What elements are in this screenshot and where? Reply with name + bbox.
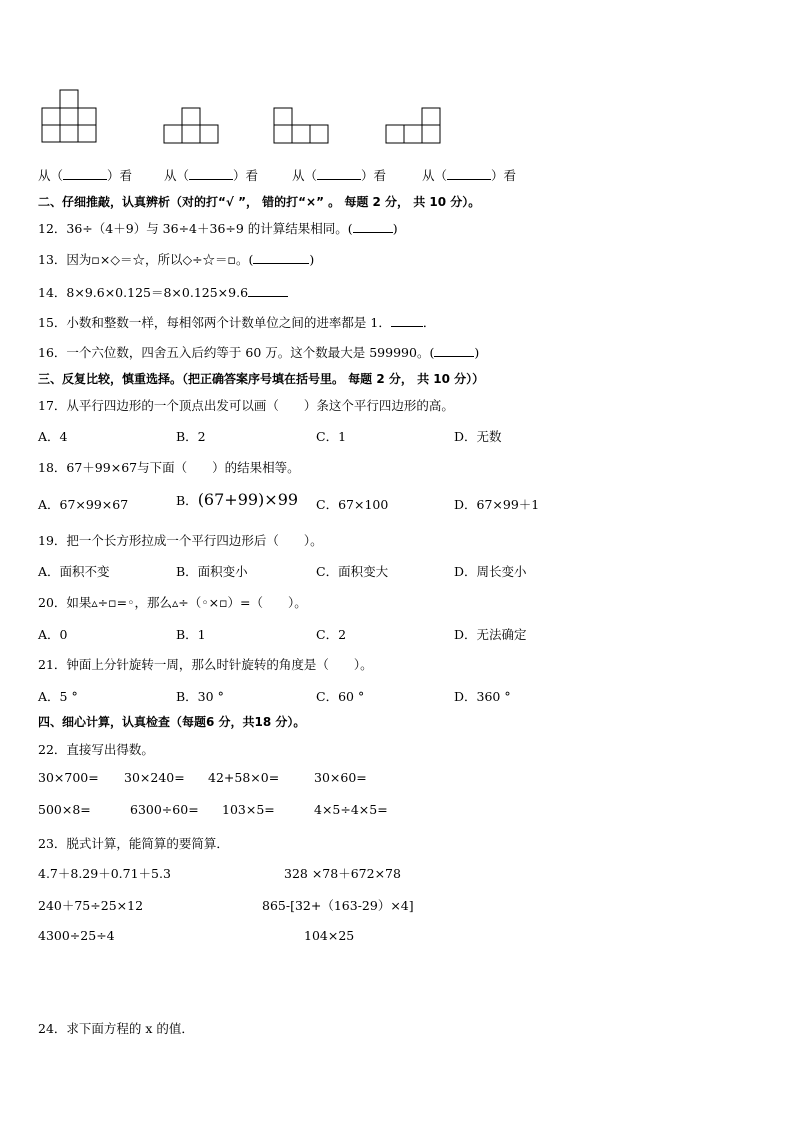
question-20-option-c[interactable]: C．2 [316, 627, 347, 642]
view-figure-4 [384, 106, 444, 146]
question-24-title: 24．求下面方程的 x 的值． [38, 1021, 194, 1036]
calc-item: 30×240= [124, 770, 185, 785]
question-21-option-a[interactable]: A．5 ° [38, 689, 78, 704]
question-21-option-c[interactable]: C．60 ° [316, 689, 365, 704]
section-2-heading: 二、仔细推敲，认真辨析（对的打“√ ”， 错的打“×” 。 每题 2 分， 共 10 分）。 [38, 195, 481, 209]
view-label-1: 从（ ）看 [38, 168, 133, 183]
question-20-option-a[interactable]: A．0 [38, 627, 68, 642]
question-18-option-a[interactable]: A．67×99×67 [38, 497, 129, 512]
question-17-option-d[interactable]: D．无数 [454, 429, 502, 444]
calc-item: 42+58×0= [208, 770, 280, 785]
calc-item: 4×5÷4×5= [314, 802, 388, 817]
question-18-option-b[interactable]: B．(67+99)×99 [176, 490, 299, 509]
view-label-2: 从（ ）看 [164, 168, 259, 183]
answer-blank-14[interactable] [248, 285, 288, 297]
calc-item: 30×60= [314, 770, 367, 785]
question-19-option-b[interactable]: B．面积变小 [176, 564, 248, 579]
question-18-stem: 18．67＋99×67与下面（ ）的结果相等。 [38, 460, 300, 475]
calc-item: 6300÷60= [130, 802, 199, 817]
question-15: 15．小数和整数一样，每相邻两个计数单位之间的进率都是 1． ． [38, 315, 436, 330]
view-label-4: 从（ ）看 [422, 168, 517, 183]
view-label-3: 从（ ）看 [292, 168, 387, 183]
question-19-stem: 19．把一个长方形拉成一个平行四边形后（ ）。 [38, 533, 323, 548]
section-3-heading: 三、反复比较，慎重选择。（把正确答案序号填在括号里。 每题 2 分， 共 10 分）） [38, 372, 485, 386]
question-20-option-b[interactable]: B．1 [176, 627, 206, 642]
question-13: 13．因为▫×◇＝☆，所以◇÷☆＝▫。( ) [38, 252, 315, 267]
question-19-option-d[interactable]: D．周长变小 [454, 564, 527, 579]
answer-blank-15[interactable] [391, 315, 423, 327]
view-figure-1 [40, 88, 100, 144]
calc-item: 103×5= [222, 802, 275, 817]
view-answer-blank-1[interactable] [63, 168, 107, 180]
question-18-option-d[interactable]: D．67×99＋1 [454, 497, 540, 512]
question-20-stem: 20．如果▵÷▫=◦，那么▵÷（◦×▫）=（ ）。 [38, 595, 307, 610]
question-19-option-c[interactable]: C．面积变大 [316, 564, 389, 579]
answer-blank-12[interactable] [353, 221, 393, 233]
question-22-title: 22．直接写出得数。 [38, 742, 154, 757]
view-figure-3 [272, 106, 332, 146]
question-21-option-b[interactable]: B．30 ° [176, 689, 224, 704]
question-17-option-c[interactable]: C．1 [316, 429, 347, 444]
question-20-option-d[interactable]: D．无法确定 [454, 627, 527, 642]
question-18-option-c[interactable]: C．67×100 [316, 497, 389, 512]
expression-item: 865-[32+（163-29）×4] [262, 898, 414, 913]
question-16: 16．一个六位数，四舍五入后约等于 60 万。这个数最大是 599990。( ) [38, 345, 480, 360]
question-17-stem: 17．从平行四边形的一个顶点出发可以画（ ）条这个平行四边形的高。 [38, 398, 454, 413]
view-answer-blank-4[interactable] [447, 168, 491, 180]
question-17-option-a[interactable]: A．4 [38, 429, 68, 444]
view-answer-blank-2[interactable] [189, 168, 233, 180]
answer-blank-13[interactable] [253, 252, 309, 264]
expression-item: 4.7＋8.29＋0.71＋5.3 [38, 866, 171, 881]
expression-item: 4300÷25÷4 [38, 928, 115, 943]
question-21-option-d[interactable]: D．360 ° [454, 689, 511, 704]
calc-item: 30×700= [38, 770, 99, 785]
calc-item: 500×8= [38, 802, 91, 817]
expression-item: 328 ×78＋672×78 [284, 866, 401, 881]
question-21-stem: 21．钟面上分针旋转一周，那么时针旋转的角度是（ ）。 [38, 657, 373, 672]
option-b-expression: (67+99)×99 [197, 490, 299, 509]
expression-item: 104×25 [304, 928, 355, 943]
view-answer-blank-3[interactable] [317, 168, 361, 180]
expression-item: 240＋75÷25×12 [38, 898, 144, 913]
question-19-option-a[interactable]: A．面积不变 [38, 564, 110, 579]
section-4-heading: 四、细心计算，认真检查（每题6 分，共18 分）。 [38, 715, 306, 729]
question-12: 12．36÷（4＋9）与 36÷4＋36÷9 的计算结果相同。( ) [38, 221, 398, 236]
answer-blank-16[interactable] [434, 345, 474, 357]
question-17-option-b[interactable]: B．2 [176, 429, 206, 444]
question-23-title: 23．脱式计算，能简算的要简算． [38, 836, 229, 851]
question-14: 14．8×9.6×0.125＝8×0.125×9.6 [38, 283, 288, 301]
view-figure-2 [162, 106, 222, 146]
